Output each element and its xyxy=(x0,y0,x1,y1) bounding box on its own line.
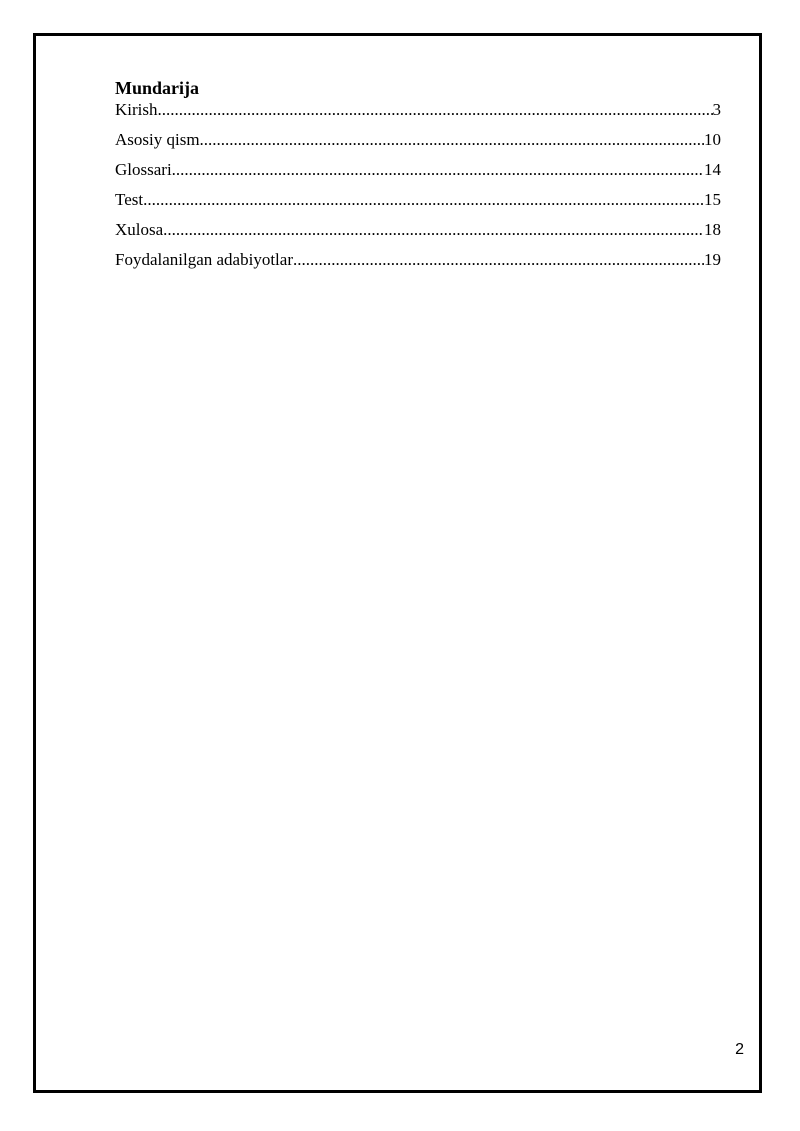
toc-entry-label: Test xyxy=(115,190,144,209)
toc-entry-foydalanilgan-adabiyotlar[interactable] xyxy=(115,249,721,279)
toc-entry-page: 19 xyxy=(704,250,721,269)
toc-entry-page: 14 xyxy=(704,160,721,179)
toc-dot-leader xyxy=(143,189,704,211)
toc-dot-leader xyxy=(293,249,704,271)
toc-entry-label: Foydalanilgan adabiyotlar xyxy=(115,250,293,269)
table-of-contents xyxy=(115,77,721,279)
toc-dot-leader xyxy=(163,219,704,241)
toc-entry-label: Asosiy qism xyxy=(115,130,200,149)
toc-entry-label: Kirish xyxy=(115,100,158,119)
toc-entry-test[interactable] xyxy=(115,189,721,219)
toc-entry-xulosa[interactable] xyxy=(115,219,721,249)
toc-entry-page: 10 xyxy=(704,130,721,149)
toc-entry-page: 15 xyxy=(704,190,721,209)
toc-entry-page: 3 xyxy=(712,100,721,119)
toc-entry-kirish[interactable] xyxy=(115,99,721,129)
toc-dot-leader xyxy=(158,99,713,121)
toc-entry-asosiy-qism[interactable] xyxy=(115,129,721,159)
toc-dot-leader xyxy=(200,129,704,151)
toc-title: Mundarija xyxy=(115,78,200,98)
toc-entry-glossari[interactable] xyxy=(115,159,721,189)
toc-entry-label: Glossari xyxy=(115,160,172,179)
toc-entry-page: 18 xyxy=(704,220,721,239)
toc-dot-leader xyxy=(172,159,704,181)
toc-list xyxy=(115,99,721,279)
page-number: 2 xyxy=(735,1041,744,1058)
toc-entry-label: Xulosa xyxy=(115,220,164,239)
